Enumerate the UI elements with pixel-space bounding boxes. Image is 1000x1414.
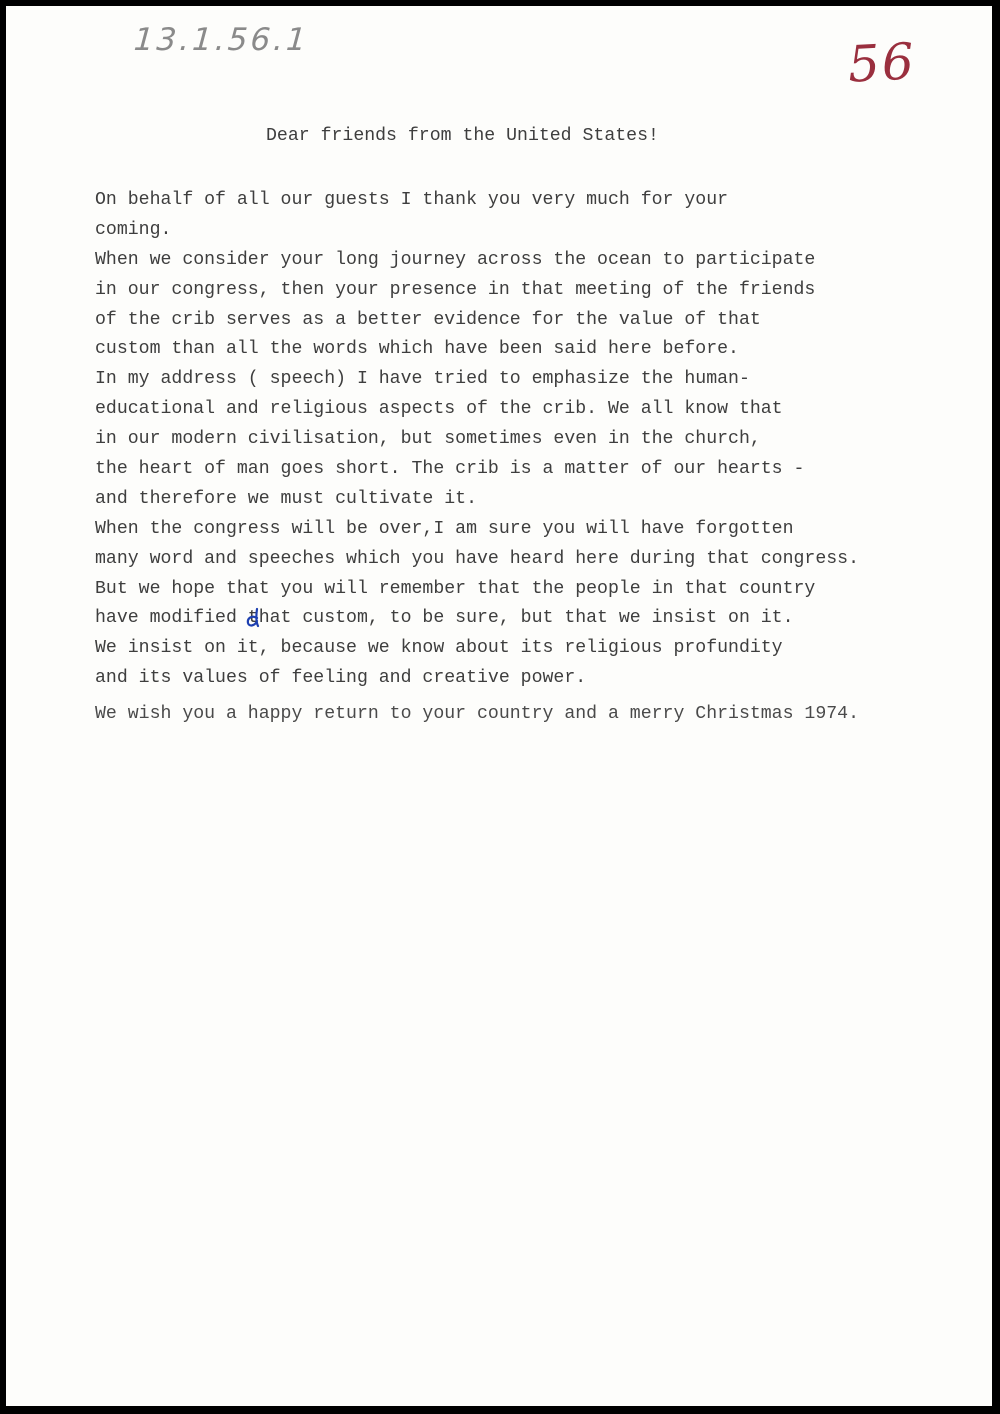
closing-line: We wish you a happy return to your country and a merry Christmas 1974. (95, 704, 859, 724)
body-line: In my address ( speech) I have tried to emphasize the human- (95, 369, 750, 390)
body-line: in our congress, then your presence in that meeting of the friends (95, 279, 816, 300)
body-line: and its values of feeling and creative power. (95, 668, 587, 689)
body-line: custom than all the words which have been said here before. (95, 339, 739, 360)
body-line: On behalf of all our guests I thank you very much for your (95, 190, 729, 210)
body-line: of the crib serves as a better evidence for the value of that (95, 309, 761, 330)
body-line: But we hope that you will remember that the people in that country (95, 578, 816, 599)
body-line: and therefore we must cultivate it. (95, 488, 477, 509)
body-line: the heart of man goes short. The crib is a matter of our hearts - (95, 459, 805, 480)
body-line: many word and speeches which you have heard here during that congress. (95, 548, 859, 569)
salutation: Dear friends from the United States! (266, 126, 659, 146)
body-line: in our modern civilisation, but sometimes even in the church, (95, 429, 761, 450)
body-line: When we consider your long journey across the ocean to participate (95, 249, 816, 270)
archive-number: 13.1.56.1 (132, 22, 311, 58)
body-line: educational and religious aspects of the crib. We all know that (95, 399, 783, 420)
body-line: We insist on it, because we know about its religious profundity (95, 638, 783, 659)
body-line: When the congress will be over,I am sure you will have forgotten (95, 518, 794, 539)
body-line: coming. (95, 219, 172, 240)
page-number: 56 (846, 32, 918, 94)
letter-body (95, 186, 859, 694)
body-line: have modified that custom, to be sure, but that we insist on it. (95, 608, 794, 629)
document-page (6, 6, 992, 1406)
